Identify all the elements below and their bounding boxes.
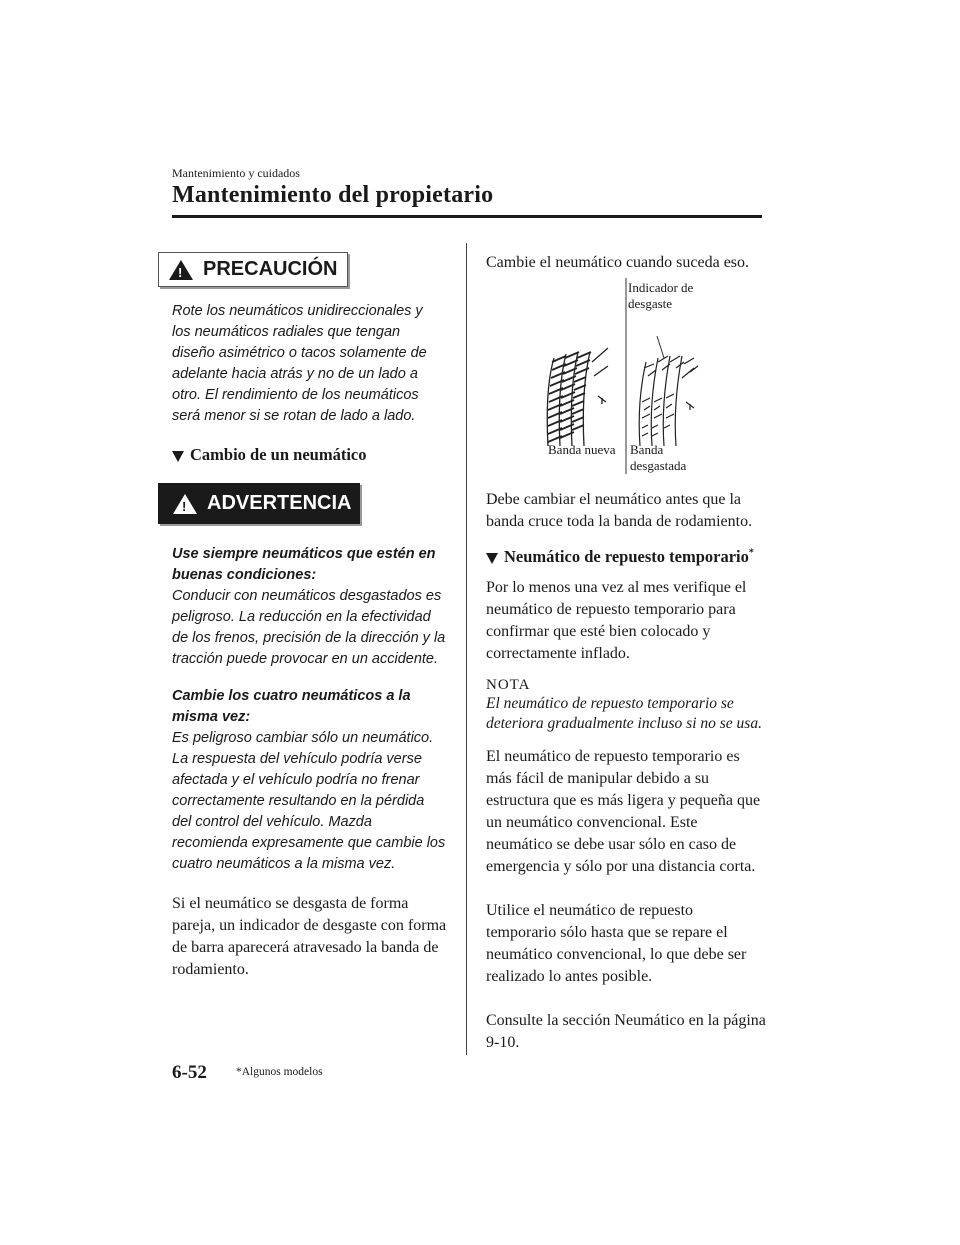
footnote: *Algunos modelos [236, 1066, 323, 1078]
figure-label-indicator: Indicador de desgaste [628, 280, 694, 311]
section-heading-tire-change [172, 445, 452, 465]
warning-triangle-icon: ! [173, 494, 197, 514]
column-divider [466, 243, 467, 1055]
left-column [172, 252, 452, 981]
section-marker-icon [172, 451, 184, 462]
section-heading-text: Neumático de repuesto temporario [504, 547, 749, 566]
caution-banner [158, 252, 348, 287]
optional-equipment-mark: * [748, 547, 754, 559]
page-title: Mantenimiento del propietario [172, 182, 494, 208]
reference-paragraph: Consulte la sección Neumático en la página 9-10. [486, 1012, 766, 1051]
page-number: 6-52 [172, 1062, 207, 1083]
right-column [486, 252, 766, 1054]
section-heading-text: Cambio de un neumático [190, 445, 367, 464]
warning2-text: Es peligroso cambiar sólo un neumático. La respuesta del vehículo podría verse afectada y el vehículo podría no frenar correctamente resultando en la pérdida del control del vehículo. Mazda recomienda expresamente que cambie los cuatro neumáticos a la misma vez. [172, 730, 446, 872]
warning-label: ADVERTENCIA [207, 492, 352, 514]
spare-usage-paragraph: Utilice el neumático de repuesto temporario sólo hasta que se repare el neumático convencional, lo que debe ser realizado lo antes posible. [486, 902, 747, 985]
warning2-title: Cambie los cuatro neumáticos a la misma vez: [172, 688, 411, 725]
title-rule [172, 215, 762, 218]
spare-check-paragraph: Por lo menos una vez al mes verifique el neumático de repuesto temporario para confirmar que esté bien colocado y correctamente inflado. [486, 579, 747, 662]
caution-text: Rote los neumáticos unidireccionales y los neumáticos radiales que tengan diseño asimétrico o tacos solamente de adelante hacia atrás y no de un lado a otro. El rendimiento de los neumáticos será menor si se rotan de lado a lado. [172, 303, 427, 424]
tread-wear-figure [486, 278, 766, 483]
tread-wear-illustration [486, 278, 766, 483]
section-marker-icon [486, 553, 498, 564]
section-heading-spare [486, 547, 766, 567]
warning1-text: Conducir con neumáticos desgastados es peligroso. La reducción en la efectividad de los frenos, precisión de la dirección y la tracción puede provocar en un accidente. [172, 588, 446, 667]
caution-label: PRECAUCIÓN [203, 258, 338, 280]
note-label: NOTA [486, 677, 531, 693]
intro-text: Cambie el neumático cuando suceda eso. [486, 254, 750, 271]
note-text: El neumático de repuesto temporario se deteriora gradualmente incluso si no se usa. [486, 695, 762, 732]
figure-label-worn-tread: Banda desgastada [630, 442, 687, 473]
warning-banner [158, 483, 360, 524]
figure-label-new-tread: Banda nueva [548, 442, 616, 457]
replace-before-text: Debe cambiar el neumático antes que la banda cruce toda la banda de rodamiento. [486, 491, 753, 530]
spare-description-paragraph: El neumático de repuesto temporario es más fácil de manipular debido a su estructura que es más ligera y pequeña que un neumático convencional. Este neumático se debe usar sólo en caso de emergencia y sólo por una distancia corta. [486, 748, 761, 875]
running-head: Mantenimiento y cuidados [172, 166, 300, 180]
wear-indicator-paragraph: Si el neumático se desgasta de forma pareja, un indicador de desgaste con forma de barra aparecerá atravesado la banda de rodamiento. [172, 895, 447, 978]
warning-triangle-icon: ! [169, 260, 193, 280]
warning1-title: Use siempre neumáticos que estén en buenas condiciones: [172, 546, 436, 583]
